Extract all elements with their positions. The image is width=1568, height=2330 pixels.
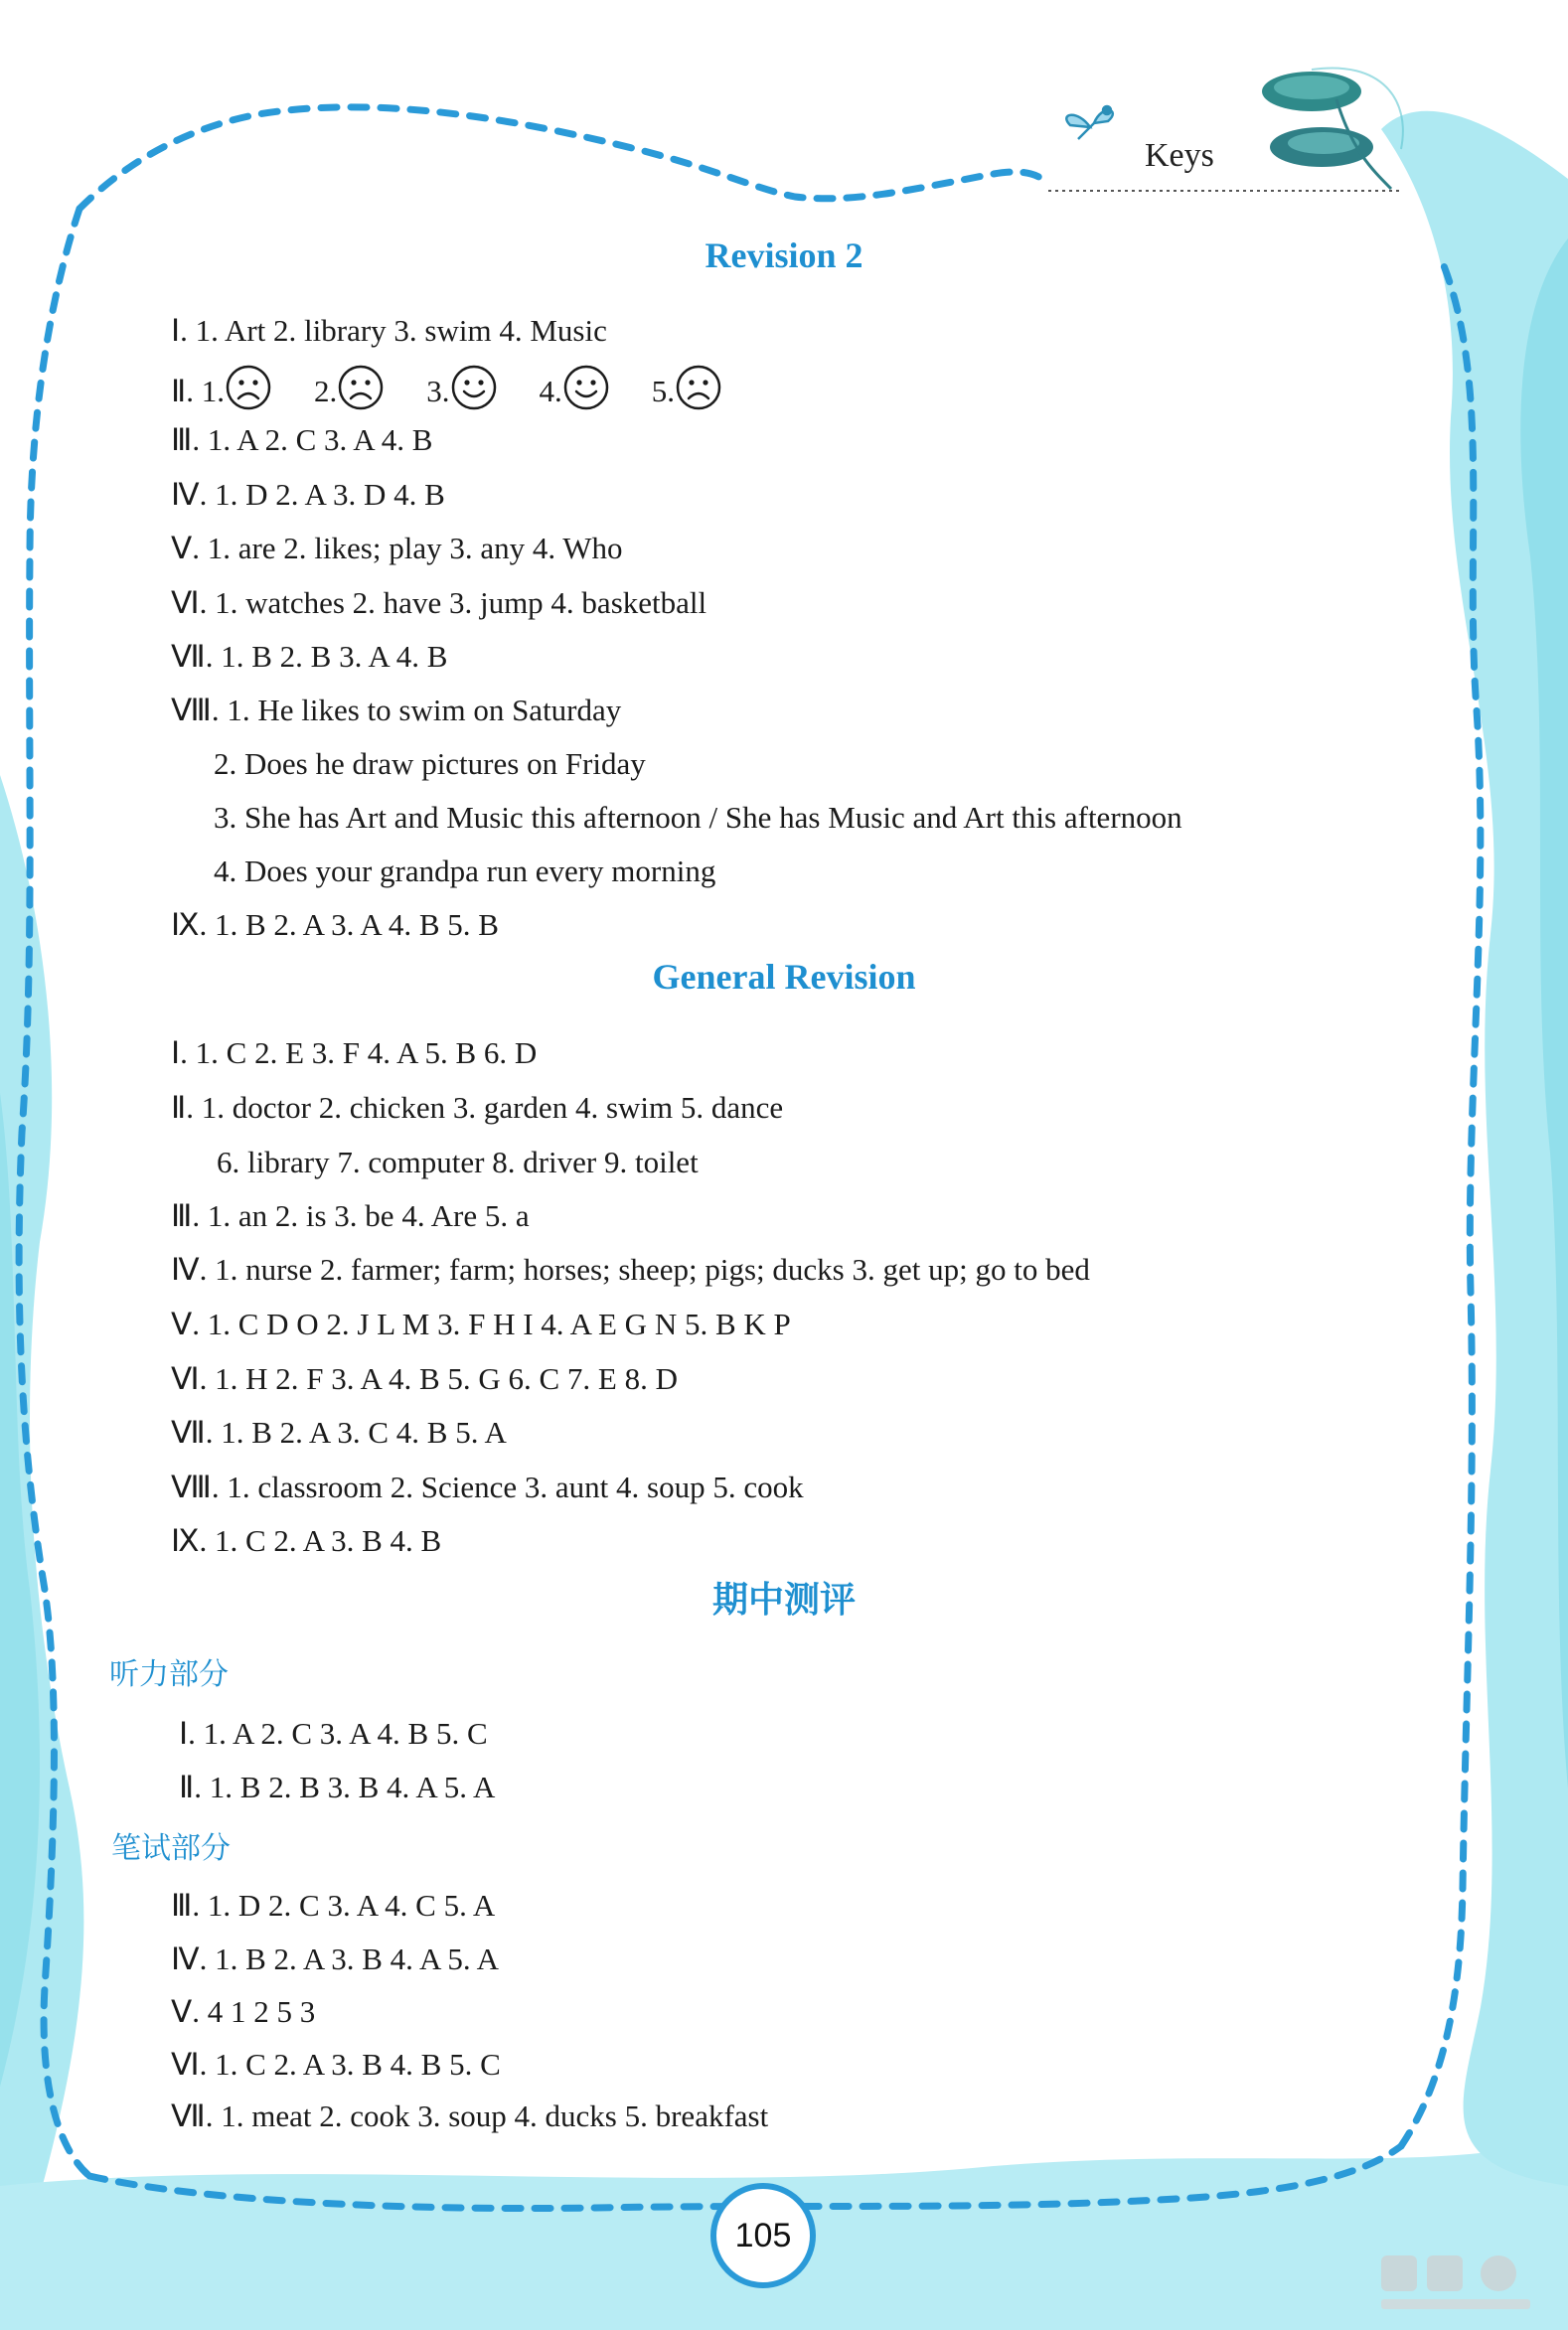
mid-row-1 xyxy=(179,1716,488,1752)
roman-numeral: Ⅶ xyxy=(171,639,206,674)
face-item-label: 4. xyxy=(539,374,562,408)
smiley-face-icon xyxy=(450,364,498,411)
mid-row-7 xyxy=(171,2098,768,2134)
gen-row-8 xyxy=(171,1470,804,1505)
rev2-row-9 xyxy=(171,907,499,943)
roman-numeral: Ⅷ xyxy=(171,693,212,727)
answers: . 1. B 2. B 3. A 4. B xyxy=(205,639,448,674)
roman-numeral: Ⅲ xyxy=(171,1888,193,1923)
mid-row-2 xyxy=(179,1770,495,1805)
answers: . 1. nurse 2. farmer; farm; horses; sheep; pigs; ducks 3. get up; go to bed xyxy=(199,1252,1090,1287)
gen-row-3 xyxy=(171,1198,530,1234)
gen-row-6 xyxy=(171,1361,678,1397)
general-revision-heading: General Revision xyxy=(652,957,916,997)
answers: . 1. C 2. A 3. B 4. B xyxy=(199,1523,442,1558)
face-item-label: . 1. xyxy=(186,374,226,408)
roman-numeral: Ⅶ xyxy=(171,1415,206,1450)
page-number: 105 xyxy=(734,2216,792,2254)
answers: . 1. C D O 2. J L M 3. F H I 4. A E G N 5. B K P xyxy=(192,1307,791,1341)
gen-row-4 xyxy=(171,1252,1090,1288)
answers: . 1. B 2. B 3. B 4. A 5. A xyxy=(194,1770,496,1804)
roman-numeral: Ⅵ xyxy=(171,585,200,620)
answers: . 1. B 2. A 3. C 4. B 5. A xyxy=(205,1415,507,1450)
answers: . 1. D 2. A 3. D 4. B xyxy=(199,477,445,512)
answers: . 1. A 2. C 3. A 4. B 5. C xyxy=(188,1716,488,1751)
answers: . 1. C 2. A 3. B 4. B 5. C xyxy=(199,2047,501,2082)
roman-numeral: Ⅵ xyxy=(171,1361,200,1396)
roman-numeral: Ⅴ xyxy=(171,1994,193,2029)
roman-numeral: Ⅶ xyxy=(171,2098,206,2133)
mid-row-4 xyxy=(171,1942,499,1977)
rev2-row-8-line-4: 4. Does your grandpa run every morning xyxy=(214,854,716,888)
rev2-row-8-line-2: 2. Does he draw pictures on Friday xyxy=(214,746,646,781)
answers: . 1. H 2. F 3. A 4. B 5. G 6. C 7. E 8. D xyxy=(199,1361,679,1396)
answers: . 1. are 2. likes; play 3. any 4. Who xyxy=(192,531,623,565)
roman-numeral: Ⅸ xyxy=(171,1523,200,1558)
answers: . 4 1 2 5 3 xyxy=(192,1994,316,2029)
watermark-logo-icon xyxy=(1371,2248,1540,2317)
sad-face-icon xyxy=(675,364,722,411)
roman-numeral: Ⅴ xyxy=(171,1307,193,1341)
answers: . 1. He likes to swim on Saturday xyxy=(211,693,622,727)
keys-header: Keys xyxy=(1145,137,1214,174)
rev2-row-6 xyxy=(171,585,706,621)
revision-2-heading: Revision 2 xyxy=(705,235,863,275)
roman-numeral: Ⅲ xyxy=(171,422,193,457)
gen-row-2 xyxy=(171,1090,783,1126)
answers: . 1. B 2. A 3. B 4. A 5. A xyxy=(199,1942,500,1976)
answers: . 1. C 2. E 3. F 4. A 5. B 6. D xyxy=(180,1035,538,1070)
roman-numeral: Ⅷ xyxy=(171,1470,212,1504)
face-item-label: 3. xyxy=(426,374,450,408)
rev2-row-2 xyxy=(171,364,764,411)
rev2-row-3 xyxy=(171,422,432,458)
roman-numeral: Ⅳ xyxy=(171,477,200,512)
smiley-face-icon xyxy=(562,364,610,411)
roman-numeral: Ⅰ xyxy=(171,313,181,348)
sad-face-icon xyxy=(337,364,385,411)
roman-numeral: Ⅱ xyxy=(171,1090,187,1125)
midterm-heading: 期中测评 xyxy=(711,1580,856,1621)
answers: . 1. an 2. is 3. be 4. Are 5. a xyxy=(192,1198,530,1233)
rev2-row-1 xyxy=(171,313,607,349)
answers: . 1. classroom 2. Science 3. aunt 4. soup 5. cook xyxy=(211,1470,804,1504)
roman-numeral: Ⅳ xyxy=(171,1252,200,1287)
writing-section-label: 笔试部分 xyxy=(111,1831,231,1866)
sad-face-icon xyxy=(225,364,272,411)
roman-numeral: Ⅰ xyxy=(179,1716,189,1751)
mid-row-3 xyxy=(171,1888,495,1924)
rev2-row-8 xyxy=(171,693,621,728)
roman-numeral: Ⅱ xyxy=(171,374,187,408)
face-item-label: 2. xyxy=(314,374,338,408)
roman-numeral: Ⅴ xyxy=(171,531,193,565)
gen-row-9 xyxy=(171,1523,441,1559)
roman-numeral: Ⅲ xyxy=(171,1198,193,1233)
answers: . 1. B 2. A 3. A 4. B 5. B xyxy=(199,907,499,942)
gen-row-7 xyxy=(171,1415,507,1451)
roman-numeral: Ⅰ xyxy=(171,1035,181,1070)
answers: . 1. Art 2. library 3. swim 4. Music xyxy=(180,313,607,348)
rev2-row-8-line-3: 3. She has Art and Music this afternoon / She has Music and Art this afternoon xyxy=(214,800,1182,835)
rev2-row-7 xyxy=(171,639,447,675)
listening-section-label: 听力部分 xyxy=(109,1657,229,1692)
gen-row-2-line-2: 6. library 7. computer 8. driver 9. toilet xyxy=(217,1145,699,1179)
rev2-row-5 xyxy=(171,531,623,566)
mid-row-5 xyxy=(171,1994,315,2030)
face-item-label: 5. xyxy=(651,374,676,408)
roman-numeral: Ⅱ xyxy=(179,1770,195,1804)
roman-numeral: Ⅵ xyxy=(171,2047,200,2082)
roman-numeral: Ⅸ xyxy=(171,907,200,942)
face-answers xyxy=(186,374,764,408)
answers: . 1. meat 2. cook 3. soup 4. ducks 5. breakfast xyxy=(205,2098,769,2133)
roman-numeral: Ⅳ xyxy=(171,1942,200,1976)
answers: . 1. watches 2. have 3. jump 4. basketball xyxy=(199,585,707,620)
gen-row-5 xyxy=(171,1307,791,1342)
answers: . 1. A 2. C 3. A 4. B xyxy=(192,422,433,457)
answers: . 1. doctor 2. chicken 3. garden 4. swim 5. dance xyxy=(186,1090,784,1125)
rev2-row-4 xyxy=(171,477,445,513)
mid-row-6 xyxy=(171,2047,501,2083)
gen-row-1 xyxy=(171,1035,537,1071)
answers: . 1. D 2. C 3. A 4. C 5. A xyxy=(192,1888,496,1923)
